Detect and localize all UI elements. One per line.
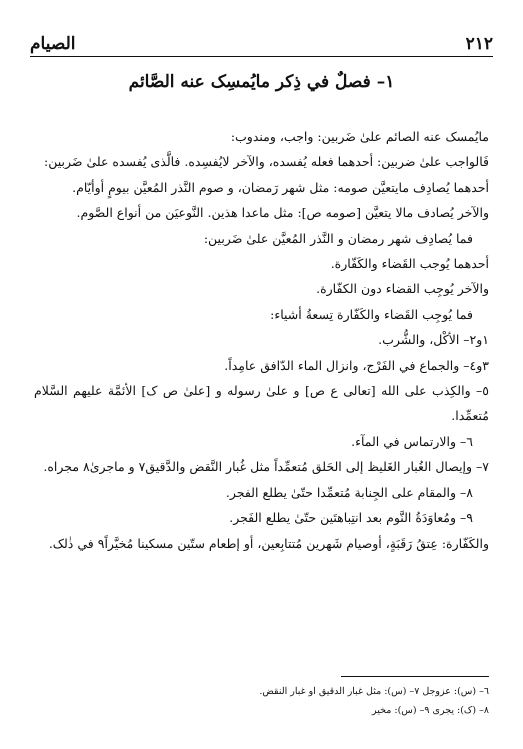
footnote: ٦– (س): عزوجل ٧– (س): مثل غبار الدقيق او غبار النقض. [259,686,489,697]
list-item: ٥– والكِذب على الله [تعالى ع ص] و علىٰ رسوله و [علىٰ ص ک] الأئمَّة عليهم السَّلام مُتعمِّدا. [34,383,489,424]
footnotes [34,682,489,720]
body-text [34,124,489,556]
page-number: ٢١٢ [465,34,493,54]
list-item: ٦– والارتماس في المآء. [351,433,473,449]
paragraph: فما يُوجِب القَضاء والكَفّارة تِسعةُ أشياء: [270,306,473,322]
paragraph: فَالواجب علىٰ ضربين: أحدهما فعله يُفسده، والآخر لايُفسِده. فالَّذى يُفسده علىٰ ضَربين: [43,154,489,170]
list-item: ٩– ومُعاوَدَةُ النَّوم بعد انتِباهتَين حتّىٰ يطلع الفَجر. [229,510,473,526]
paragraph: والآخر يُوجِب القضاء دون الكفّارة. [316,281,489,297]
paragraph: أحدهما يُصادِف مايتعيَّن صومه: مثل شهر رَمضان، و صوم النَّذر المُعيَّن بيومٍ أوأيّام. [72,179,489,195]
list-item: ٣و٤– والجماع في الفَرْج، وانزال الماء الدّافق عامِداً. [224,357,489,373]
paragraph: والكَفّارة: عِتقُ رَقَبَةٍ، أوصيام شَهرين مُتتابِعين، أو إطعام ستّين مسكينا مُخيَّراً٩ في ذٰلک. [48,535,489,551]
running-title: الصيام [30,34,76,54]
list-item: ١و٢– الأكْل، والشُّرب. [378,332,489,348]
section-title: ١– فصلٌ في ذِكر مايُمسِک عنه الصَّائم [128,72,395,92]
paragraph: فما يُصادِف شهر رمضان و النَّذر المُعيَّن علىٰ ضَربين: [203,230,473,246]
running-header [30,34,493,56]
paragraph: مايُمسک عنه الصائم علىٰ ضَربين: واجب، ومندوب: [230,129,489,144]
list-item: ٧– وإيصال الغُبار الغَليظ إلى الحَلق مُتعمِّداً مثل غُبار النَّقض والدَّقيق٧ و ماجرىٰ٨ مجراه. [43,459,489,475]
paragraph: والآخر يُصادف مالا يتعيَّن [صومه ص]: مثل ماعدا هذين. النَّوعيَن من أنواع الصَّوم. [76,205,489,221]
footnote: ٨– (ک): يجرى ٩– (س): مخير [372,705,489,716]
list-item: ٨– والمقام على الجِنابة مُتعمِّدا حتّىٰ يطلع الفجر. [225,484,473,500]
paragraph: أحدهما يُوجب القَضاء والكَفّارة. [330,256,489,272]
header-rule [30,56,493,57]
footnote-rule [341,676,489,677]
